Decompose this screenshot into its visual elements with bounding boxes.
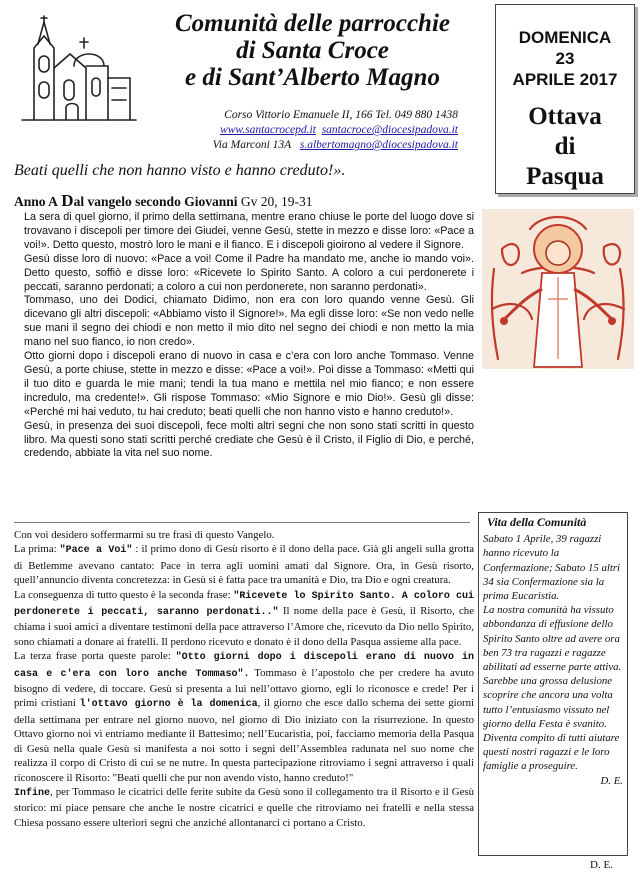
date-box (495, 4, 635, 194)
commentary-signature: D. E. (590, 859, 613, 871)
risen-christ-illustration (482, 209, 634, 369)
address-santa-croce: Corso Vittorio Emanuele II, 166 Tel. 049 880 1438 (224, 109, 458, 121)
commentary-paragraph: La prima: "Pace a Voi" : il primo dono di Gesù risorto è il dono della pace. Già gli angeli sulla grotta di Betlemme avevano cantato: Pace in terra agli uomini amati dal Signore. Ora, in Gesù risorto, quell’annuncio diventa concretezza: in Gesù si è fatta pace tra umanità e Dio, tra Dio e ogni creatura. (14, 543, 474, 587)
section-divider (14, 522, 470, 523)
community-initials: D. E. (600, 774, 623, 787)
email-sant-alberto-link[interactable]: s.albertomagno@diocesipadova.it (299, 139, 458, 151)
parish-title (140, 10, 485, 91)
contact-block (148, 108, 458, 153)
community-paragraph: Sabato 1 Aprile, 39 ragazzi hanno ricevuto la Confermazione; Sabato 15 altri 34 sia Confermazione sia la prima Eucaristia. (483, 533, 621, 603)
gospel-paragraph: Otto giorni dopo i discepoli erano di nuovo in casa e c’era con loro anche Tommaso. Venne Gesù, a porte chiuse, stette in mezzo e disse: «Pace a voi!». Poi disse a Tommaso: «Metti qui il tuo dito e guarda le mie mani; tendi la tua mano e mettila nel mio fianco; e non essere incredulo, ma credente!». Gli rispose Tommaso: «Mio Signore e mio Dio!». Gesù gli disse: «Perché mi hai veduto, tu hai creduto; beati quelli che non hanno visto e hanno creduto!». (24, 350, 474, 418)
occasion-line-2: di (554, 133, 576, 160)
keyword-infine: Infine (14, 787, 51, 799)
gospel-paragraph: Gesù, in presenza dei suoi discepoli, fece molti altri segni che non sono stati scritti in questo libro. Ma questi sono stati scritti perché crediate che Gesù è il Cristo, il Figlio di Dio, e perché, credendo, abbiate la vita nel suo nome. (24, 419, 474, 460)
community-life-box (478, 512, 628, 856)
gospel-paragraph: La sera di quel giorno, il primo della settimana, mentre erano chiuse le porte del luogo dove si trovavano i discepoli per timore dei Giudei, venne Gesù, stette in mezzo e disse loro: «Pace a voi!». Detto questo, mostrò loro le mani e il fianco. E i discepoli gioirono al vedere il Signore. (24, 211, 474, 251)
occasion-line-3: Pasqua (526, 163, 604, 190)
website-link[interactable]: www.santacrocepd.it (220, 124, 316, 136)
title-line-2: di Santa Croce (236, 37, 389, 64)
quote-otto-giorni: "Otto giorni dopo i discepoli erano di nuovo in casa e c'era con loro anche Tommaso". (14, 652, 474, 680)
address-sant-alberto: Via Marconi 13A (212, 139, 292, 151)
quote-ottavo-giorno: l'ottavo giorno è la domenica (79, 699, 258, 711)
title-line-1: Comunità delle parrocchie (175, 10, 450, 37)
community-paragraph: La nostra comunità ha vissuto abbondanza di effusione dello Spirito Santo oltre ad avere ora ben 73 tra ragazzi e ragazze abilitati ad esserne parte attiva. (483, 604, 622, 674)
gospel-initial: D (61, 191, 74, 210)
community-life-heading: Vita della Comunità (487, 515, 587, 529)
gospel-text (24, 211, 474, 461)
commentary-intro: Con voi desidero soffermarmi su tre frasi di questo Vangelo. (14, 529, 275, 541)
quote-pace: "Pace a Voi" (59, 545, 133, 557)
commentary-paragraph: La terza frase porta queste parole: "Otto giorni dopo i discepoli erano di nuovo in casa e c'era con loro anche Tommaso". Tommaso è l’apostolo che per credere ha avuto bisogno di vedere, di toccare. Gesù si presenta a lui nell’ottavo giorno, egli lo riconosce e crede! Per i primi cristiani l'ottavo giorno è la domenica, il giorno che esce dallo schema dei sette giorni della settimana per entrare nel giorno nuovo, nel giorno di Dio iniziato con la risurrezione. In questo Ottavo giorno noi vi entriamo mediante il Battesimo; nell’Eucaristia, poi, facciamo memoria della Pasqua di Gesù nella quale Gesù si manifesta a noi sotto i segni dell’Assemblea radunata nel suo nome che realizza il corpo di Cristo di cui se ne nutre. In questa partecipazione ritroviamo i segni attraverso i quali riconoscere il Risorto: "Beati quelli che pur non avendo visto, hanno creduto!" (14, 650, 474, 784)
community-paragraph: Sarebbe una grossa delusione scoprire che ancora una volta tutto l’entusiasmo vissuto nel giorno della Festa è svanito. Diventa compito di tutti aiutare questi nostri ragazzi e le loro famiglie a proseguire. (483, 675, 620, 773)
gospel-paragraph: Gesù disse loro di nuovo: «Pace a voi! Come il Padre ha mandato me, anche io mando voi». Detto questo, soffiò e disse loro: «Ricevete lo Spirito Santo. A coloro a cui perdonerete i peccati, saranno perdonati; a coloro a cui non perdonerete, non saranno perdonati». (24, 252, 474, 293)
motto: Beati quelli che non hanno visto e hanno creduto!». (14, 162, 346, 179)
liturgical-year: Anno A (14, 194, 58, 209)
date-month-year: APRILE 2017 (512, 70, 618, 89)
quote-spirito: "Ricevete lo Spirito Santo. A coloro cui perdonerete i peccati, saranno perdonati.." (14, 590, 474, 619)
gospel-citation: Gv 20, 19-31 (240, 194, 313, 209)
date-number: 23 (555, 49, 575, 68)
date-day: DOMENICA (518, 28, 612, 47)
title-line-3: e di Sant’Alberto Magno (185, 64, 440, 91)
gospel-paragraph: Tommaso, uno dei Dodici, chiamato Didimo, non era con loro quando venne Gesù. Gli dicevano gli altri discepoli: «Abbiamo visto il Signore!». Ma egli disse loro: «Se non vedo nelle sue mani il segno dei chiodi e non metto il mio dito nel segno dei chiodi e non metto la mia mano nel suo fianco, io non credo». (24, 294, 474, 349)
occasion-line-1: Ottava (528, 103, 602, 130)
church-logo (12, 8, 140, 126)
gospel-reference (14, 191, 312, 211)
gospel-title: al vangelo secondo Giovanni (73, 194, 238, 209)
commentary (14, 528, 474, 830)
commentary-paragraph: Infine, per Tommaso le cicatrici delle ferite subite da Gesù sono il collegamento tra il Risorto e il Gesù storico: mi piace pensare che anche le nostre cicatrici e quelle che ritroviamo nei fratelli e nella stessa Chiesa possano essere ulteriori segni che anziché allontanarci ci portano a Cristo. (14, 785, 474, 829)
email-santa-croce-link[interactable]: santacroce@diocesipadova.it (321, 124, 458, 136)
commentary-paragraph: La conseguenza di tutto questo è la seconda frase: "Ricevete lo Spirito Santo. A coloro cui perdonerete i peccati, saranno perdonati.." Il nome della pace è Gesù, il Risorto, che chiama i suoi amici a diventare testimoni della pace attraverso l’Amore che, ricevuto da Dio nello Spirito, sono chiamati a donare ai fratelli. Il perdono ricevuto e donato è il dono della Pasqua assieme alla pace. (14, 588, 474, 648)
